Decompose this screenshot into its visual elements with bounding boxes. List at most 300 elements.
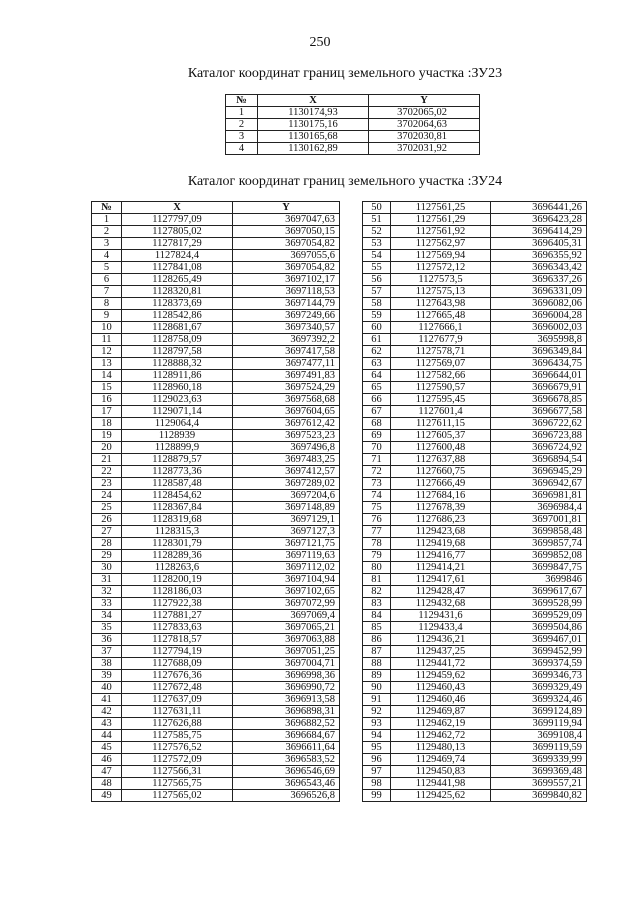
x-coordinate-cell: 1128315,3 [122, 526, 233, 538]
point-number-cell: 15 [92, 382, 122, 394]
y-coordinate-cell: 3696898,31 [233, 706, 340, 718]
table-row [363, 598, 587, 610]
y-coordinate-cell: 3697119,63 [233, 550, 340, 562]
y-coordinate-cell: 3696434,75 [491, 358, 587, 370]
table-row [363, 514, 587, 526]
y-coordinate-cell: 3696882,52 [233, 718, 340, 730]
x-coordinate-cell: 1129469,74 [391, 754, 491, 766]
y-coordinate-cell: 3696546,69 [233, 766, 340, 778]
x-coordinate-cell: 1129414,21 [391, 562, 491, 574]
table-row [363, 466, 587, 478]
x-coordinate-cell: 1128888,32 [122, 358, 233, 370]
y-coordinate-cell: 3696441,26 [491, 202, 587, 214]
x-coordinate-cell: 1127824,4 [122, 250, 233, 262]
table-row [363, 730, 587, 742]
y-coordinate-cell: 3696724,92 [491, 442, 587, 454]
y-coordinate-cell: 3696002,03 [491, 322, 587, 334]
point-number-cell: 14 [92, 370, 122, 382]
y-coordinate-cell: 3699124,89 [491, 706, 587, 718]
y-coordinate-cell: 3697102,65 [233, 586, 340, 598]
point-number-cell: 22 [92, 466, 122, 478]
y-coordinate-cell: 3697104,94 [233, 574, 340, 586]
x-coordinate-cell: 1127666,49 [391, 478, 491, 490]
table-row [363, 418, 587, 430]
x-coordinate-cell: 1130174,93 [258, 107, 369, 119]
table-row [363, 250, 587, 262]
header-y: Y [369, 95, 480, 107]
table-row [363, 670, 587, 682]
table-row [92, 322, 340, 334]
point-number-cell: 61 [363, 334, 391, 346]
x-coordinate-cell: 1127797,09 [122, 214, 233, 226]
table-row [92, 562, 340, 574]
table-row [92, 454, 340, 466]
table-row [92, 730, 340, 742]
y-coordinate-cell: 3697604,65 [233, 406, 340, 418]
y-coordinate-cell: 3699846 [491, 574, 587, 586]
x-coordinate-cell: 1128681,67 [122, 322, 233, 334]
table-row [92, 358, 340, 370]
table-row [92, 334, 340, 346]
y-coordinate-cell: 3697523,23 [233, 430, 340, 442]
point-number-cell: 56 [363, 274, 391, 286]
x-coordinate-cell: 1127578,71 [391, 346, 491, 358]
table-row [92, 646, 340, 658]
point-number-cell: 34 [92, 610, 122, 622]
y-coordinate-cell: 3697065,21 [233, 622, 340, 634]
x-coordinate-cell: 1127565,02 [122, 790, 233, 802]
header-number: № [92, 202, 122, 214]
point-number-cell: 70 [363, 442, 391, 454]
x-coordinate-cell: 1127601,4 [391, 406, 491, 418]
table-row [363, 574, 587, 586]
x-coordinate-cell: 1127585,75 [122, 730, 233, 742]
x-coordinate-cell: 1127637,09 [122, 694, 233, 706]
x-coordinate-cell: 1129459,62 [391, 670, 491, 682]
table-row [92, 634, 340, 646]
y-coordinate-cell: 3699369,48 [491, 766, 587, 778]
table-row [363, 442, 587, 454]
x-coordinate-cell: 1127569,07 [391, 358, 491, 370]
y-coordinate-cell: 3696998,36 [233, 670, 340, 682]
x-coordinate-cell: 1127841,08 [122, 262, 233, 274]
point-number-cell: 26 [92, 514, 122, 526]
table-row [92, 550, 340, 562]
point-number-cell: 40 [92, 682, 122, 694]
y-coordinate-cell: 3697392,2 [233, 334, 340, 346]
point-number-cell: 53 [363, 238, 391, 250]
table-row [92, 238, 340, 250]
y-coordinate-cell: 3696337,26 [491, 274, 587, 286]
table-row [92, 538, 340, 550]
point-number-cell: 16 [92, 394, 122, 406]
x-coordinate-cell: 1129441,72 [391, 658, 491, 670]
point-number-cell: 54 [363, 250, 391, 262]
point-number-cell: 45 [92, 742, 122, 754]
y-coordinate-cell: 3699852,08 [491, 550, 587, 562]
table-row [363, 562, 587, 574]
point-number-cell: 88 [363, 658, 391, 670]
y-coordinate-cell: 3699840,82 [491, 790, 587, 802]
point-number-cell: 47 [92, 766, 122, 778]
table-row [92, 226, 340, 238]
y-coordinate-cell: 3697069,4 [233, 610, 340, 622]
point-number-cell: 38 [92, 658, 122, 670]
y-coordinate-cell: 3696611,64 [233, 742, 340, 754]
table-row [92, 274, 340, 286]
x-coordinate-cell: 1127666,1 [391, 322, 491, 334]
y-coordinate-cell: 3699504,86 [491, 622, 587, 634]
point-number-cell: 27 [92, 526, 122, 538]
x-coordinate-cell: 1128939 [122, 430, 233, 442]
x-coordinate-cell: 1127626,88 [122, 718, 233, 730]
y-coordinate-cell: 3697054,82 [233, 262, 340, 274]
y-coordinate-cell: 3697118,53 [233, 286, 340, 298]
table-row [92, 430, 340, 442]
y-coordinate-cell: 3697072,99 [233, 598, 340, 610]
point-number-cell: 81 [363, 574, 391, 586]
table-row [92, 766, 340, 778]
y-coordinate-cell: 3697289,02 [233, 478, 340, 490]
point-number-cell: 98 [363, 778, 391, 790]
table-row [363, 406, 587, 418]
x-coordinate-cell: 1129419,68 [391, 538, 491, 550]
table-row [92, 706, 340, 718]
x-coordinate-cell: 1129416,77 [391, 550, 491, 562]
table-row [92, 586, 340, 598]
x-coordinate-cell: 1130165,68 [258, 131, 369, 143]
y-coordinate-cell: 3696583,52 [233, 754, 340, 766]
point-number-cell: 66 [363, 394, 391, 406]
table-row [92, 670, 340, 682]
x-coordinate-cell: 1128454,62 [122, 490, 233, 502]
point-number-cell: 72 [363, 466, 391, 478]
y-coordinate-cell: 3699847,75 [491, 562, 587, 574]
point-number-cell: 2 [226, 119, 258, 131]
point-number-cell: 74 [363, 490, 391, 502]
point-number-cell: 25 [92, 502, 122, 514]
point-number-cell: 52 [363, 226, 391, 238]
x-coordinate-cell: 1128758,09 [122, 334, 233, 346]
table-row [92, 598, 340, 610]
x-coordinate-cell: 1128200,19 [122, 574, 233, 586]
table-row [363, 538, 587, 550]
point-number-cell: 60 [363, 322, 391, 334]
point-number-cell: 11 [92, 334, 122, 346]
y-coordinate-cell: 3697496,8 [233, 442, 340, 454]
point-number-cell: 80 [363, 562, 391, 574]
table-row [363, 322, 587, 334]
table-row [92, 310, 340, 322]
y-coordinate-cell: 3697112,02 [233, 562, 340, 574]
table-row [226, 119, 480, 131]
point-number-cell: 24 [92, 490, 122, 502]
point-number-cell: 18 [92, 418, 122, 430]
point-number-cell: 33 [92, 598, 122, 610]
x-coordinate-cell: 1127595,45 [391, 394, 491, 406]
x-coordinate-cell: 1128320,81 [122, 286, 233, 298]
point-number-cell: 92 [363, 706, 391, 718]
y-coordinate-cell: 3696004,28 [491, 310, 587, 322]
table-row [92, 718, 340, 730]
point-number-cell: 75 [363, 502, 391, 514]
point-number-cell: 13 [92, 358, 122, 370]
point-number-cell: 36 [92, 634, 122, 646]
point-number-cell: 51 [363, 214, 391, 226]
table-row [363, 226, 587, 238]
y-coordinate-cell: 3699529,09 [491, 610, 587, 622]
y-coordinate-cell: 3697047,63 [233, 214, 340, 226]
point-number-cell: 89 [363, 670, 391, 682]
table-row [363, 778, 587, 790]
table-row [363, 718, 587, 730]
y-coordinate-cell: 3696945,29 [491, 466, 587, 478]
table-row [92, 742, 340, 754]
y-coordinate-cell: 3699557,21 [491, 778, 587, 790]
point-number-cell: 37 [92, 646, 122, 658]
point-number-cell: 85 [363, 622, 391, 634]
table-row [363, 394, 587, 406]
table-row [363, 502, 587, 514]
point-number-cell: 57 [363, 286, 391, 298]
y-coordinate-cell: 3699528,99 [491, 598, 587, 610]
table-row [92, 694, 340, 706]
x-coordinate-cell: 1128265,49 [122, 274, 233, 286]
table-row [92, 526, 340, 538]
table-row [363, 622, 587, 634]
y-coordinate-cell: 3696423,28 [491, 214, 587, 226]
y-coordinate-cell: 3702031,92 [369, 143, 480, 155]
x-coordinate-cell: 1127922,38 [122, 598, 233, 610]
y-coordinate-cell: 3696349,84 [491, 346, 587, 358]
point-number-cell: 10 [92, 322, 122, 334]
x-coordinate-cell: 1127881,27 [122, 610, 233, 622]
point-number-cell: 91 [363, 694, 391, 706]
y-coordinate-cell: 3696679,91 [491, 382, 587, 394]
point-number-cell: 59 [363, 310, 391, 322]
table-row [92, 442, 340, 454]
table-row [363, 286, 587, 298]
x-coordinate-cell: 1127818,57 [122, 634, 233, 646]
x-coordinate-cell: 1128289,36 [122, 550, 233, 562]
point-number-cell: 48 [92, 778, 122, 790]
x-coordinate-cell: 1127660,75 [391, 466, 491, 478]
x-coordinate-cell: 1127794,19 [122, 646, 233, 658]
y-coordinate-cell: 3696981,81 [491, 490, 587, 502]
y-coordinate-cell: 3696894,54 [491, 454, 587, 466]
point-number-cell: 3 [92, 238, 122, 250]
x-coordinate-cell: 1127665,48 [391, 310, 491, 322]
table-row [92, 346, 340, 358]
y-coordinate-cell: 3696414,29 [491, 226, 587, 238]
point-number-cell: 68 [363, 418, 391, 430]
x-coordinate-cell: 1127566,31 [122, 766, 233, 778]
table-row [363, 310, 587, 322]
header-number: № [226, 95, 258, 107]
point-number-cell: 21 [92, 454, 122, 466]
point-number-cell: 63 [363, 358, 391, 370]
y-coordinate-cell: 3697412,57 [233, 466, 340, 478]
table-row [363, 334, 587, 346]
x-coordinate-cell: 1129469,87 [391, 706, 491, 718]
table-row [92, 478, 340, 490]
x-coordinate-cell: 1129460,43 [391, 682, 491, 694]
y-coordinate-cell: 3697483,25 [233, 454, 340, 466]
x-coordinate-cell: 1128960,18 [122, 382, 233, 394]
x-coordinate-cell: 1127676,36 [122, 670, 233, 682]
table-row [363, 658, 587, 670]
header-x: X [258, 95, 369, 107]
coordinates-table-zu24-left [91, 201, 340, 802]
table-row [363, 754, 587, 766]
y-coordinate-cell: 3696678,85 [491, 394, 587, 406]
table-row [92, 466, 340, 478]
y-coordinate-cell: 3696405,31 [491, 238, 587, 250]
x-coordinate-cell: 1127684,16 [391, 490, 491, 502]
point-number-cell: 20 [92, 442, 122, 454]
x-coordinate-cell: 1127611,15 [391, 418, 491, 430]
point-number-cell: 28 [92, 538, 122, 550]
y-coordinate-cell: 3697148,89 [233, 502, 340, 514]
x-coordinate-cell: 1129437,25 [391, 646, 491, 658]
x-coordinate-cell: 1127605,37 [391, 430, 491, 442]
table-row [92, 394, 340, 406]
table-row [92, 502, 340, 514]
x-coordinate-cell: 1129417,61 [391, 574, 491, 586]
x-coordinate-cell: 1127572,12 [391, 262, 491, 274]
x-coordinate-cell: 1128301,79 [122, 538, 233, 550]
table-row [363, 766, 587, 778]
point-number-cell: 67 [363, 406, 391, 418]
x-coordinate-cell: 1129433,4 [391, 622, 491, 634]
y-coordinate-cell: 3697524,29 [233, 382, 340, 394]
point-number-cell: 55 [363, 262, 391, 274]
y-coordinate-cell: 3699452,99 [491, 646, 587, 658]
y-coordinate-cell: 3697612,42 [233, 418, 340, 430]
x-coordinate-cell: 1130162,89 [258, 143, 369, 155]
point-number-cell: 7 [92, 286, 122, 298]
point-number-cell: 1 [92, 214, 122, 226]
table-row [92, 418, 340, 430]
y-coordinate-cell: 3699858,48 [491, 526, 587, 538]
table-header-row [226, 95, 480, 107]
table-row [363, 646, 587, 658]
table-row [363, 742, 587, 754]
x-coordinate-cell: 1127688,09 [122, 658, 233, 670]
point-number-cell: 94 [363, 730, 391, 742]
header-y: Y [233, 202, 340, 214]
y-coordinate-cell: 3697050,15 [233, 226, 340, 238]
table-row [226, 143, 480, 155]
x-coordinate-cell: 1127572,09 [122, 754, 233, 766]
y-coordinate-cell: 3696990,72 [233, 682, 340, 694]
y-coordinate-cell: 3699324,46 [491, 694, 587, 706]
table-row [226, 107, 480, 119]
y-coordinate-cell: 3696644,01 [491, 370, 587, 382]
y-coordinate-cell: 3697477,11 [233, 358, 340, 370]
x-coordinate-cell: 1127561,25 [391, 202, 491, 214]
catalog-title-zu23: Каталог координат границ земельного участка :ЗУ23 [187, 66, 503, 81]
point-number-cell: 65 [363, 382, 391, 394]
x-coordinate-cell: 1129423,68 [391, 526, 491, 538]
x-coordinate-cell: 1127576,52 [122, 742, 233, 754]
point-number-cell: 39 [92, 670, 122, 682]
point-number-cell: 42 [92, 706, 122, 718]
y-coordinate-cell: 3699374,59 [491, 658, 587, 670]
point-number-cell: 4 [92, 250, 122, 262]
y-coordinate-cell: 3699339,99 [491, 754, 587, 766]
point-number-cell: 79 [363, 550, 391, 562]
point-number-cell: 9 [92, 310, 122, 322]
y-coordinate-cell: 3697121,75 [233, 538, 340, 550]
y-coordinate-cell: 3696526,8 [233, 790, 340, 802]
point-number-cell: 19 [92, 430, 122, 442]
point-number-cell: 86 [363, 634, 391, 646]
x-coordinate-cell: 1129428,47 [391, 586, 491, 598]
table-row [92, 658, 340, 670]
table-row [363, 262, 587, 274]
table-row [363, 238, 587, 250]
x-coordinate-cell: 1127677,9 [391, 334, 491, 346]
point-number-cell: 43 [92, 718, 122, 730]
table-row [363, 202, 587, 214]
x-coordinate-cell: 1128186,03 [122, 586, 233, 598]
x-coordinate-cell: 1127678,39 [391, 502, 491, 514]
table-row [363, 478, 587, 490]
table-row [363, 526, 587, 538]
y-coordinate-cell: 3696913,58 [233, 694, 340, 706]
point-number-cell: 23 [92, 478, 122, 490]
point-number-cell: 2 [92, 226, 122, 238]
table-row [92, 610, 340, 622]
table-row [92, 214, 340, 226]
point-number-cell: 32 [92, 586, 122, 598]
table-row [363, 370, 587, 382]
point-number-cell: 58 [363, 298, 391, 310]
header-x: X [122, 202, 233, 214]
point-number-cell: 69 [363, 430, 391, 442]
point-number-cell: 76 [363, 514, 391, 526]
table-row [363, 274, 587, 286]
x-coordinate-cell: 1127672,48 [122, 682, 233, 694]
x-coordinate-cell: 1129425,62 [391, 790, 491, 802]
y-coordinate-cell: 3697144,79 [233, 298, 340, 310]
y-coordinate-cell: 3697054,82 [233, 238, 340, 250]
point-number-cell: 71 [363, 454, 391, 466]
x-coordinate-cell: 1127805,02 [122, 226, 233, 238]
y-coordinate-cell: 3697051,25 [233, 646, 340, 658]
table-row [363, 790, 587, 802]
x-coordinate-cell: 1127573,5 [391, 274, 491, 286]
table-row [92, 790, 340, 802]
point-number-cell: 41 [92, 694, 122, 706]
x-coordinate-cell: 1128899,9 [122, 442, 233, 454]
x-coordinate-cell: 1127686,23 [391, 514, 491, 526]
y-coordinate-cell: 3695998,8 [491, 334, 587, 346]
y-coordinate-cell: 3699119,59 [491, 742, 587, 754]
x-coordinate-cell: 1128797,58 [122, 346, 233, 358]
y-coordinate-cell: 3697249,66 [233, 310, 340, 322]
table-row [92, 574, 340, 586]
point-number-cell: 93 [363, 718, 391, 730]
point-number-cell: 87 [363, 646, 391, 658]
x-coordinate-cell: 1128587,48 [122, 478, 233, 490]
x-coordinate-cell: 1129432,68 [391, 598, 491, 610]
table-row [92, 286, 340, 298]
table-row [363, 490, 587, 502]
point-number-cell: 30 [92, 562, 122, 574]
point-number-cell: 82 [363, 586, 391, 598]
